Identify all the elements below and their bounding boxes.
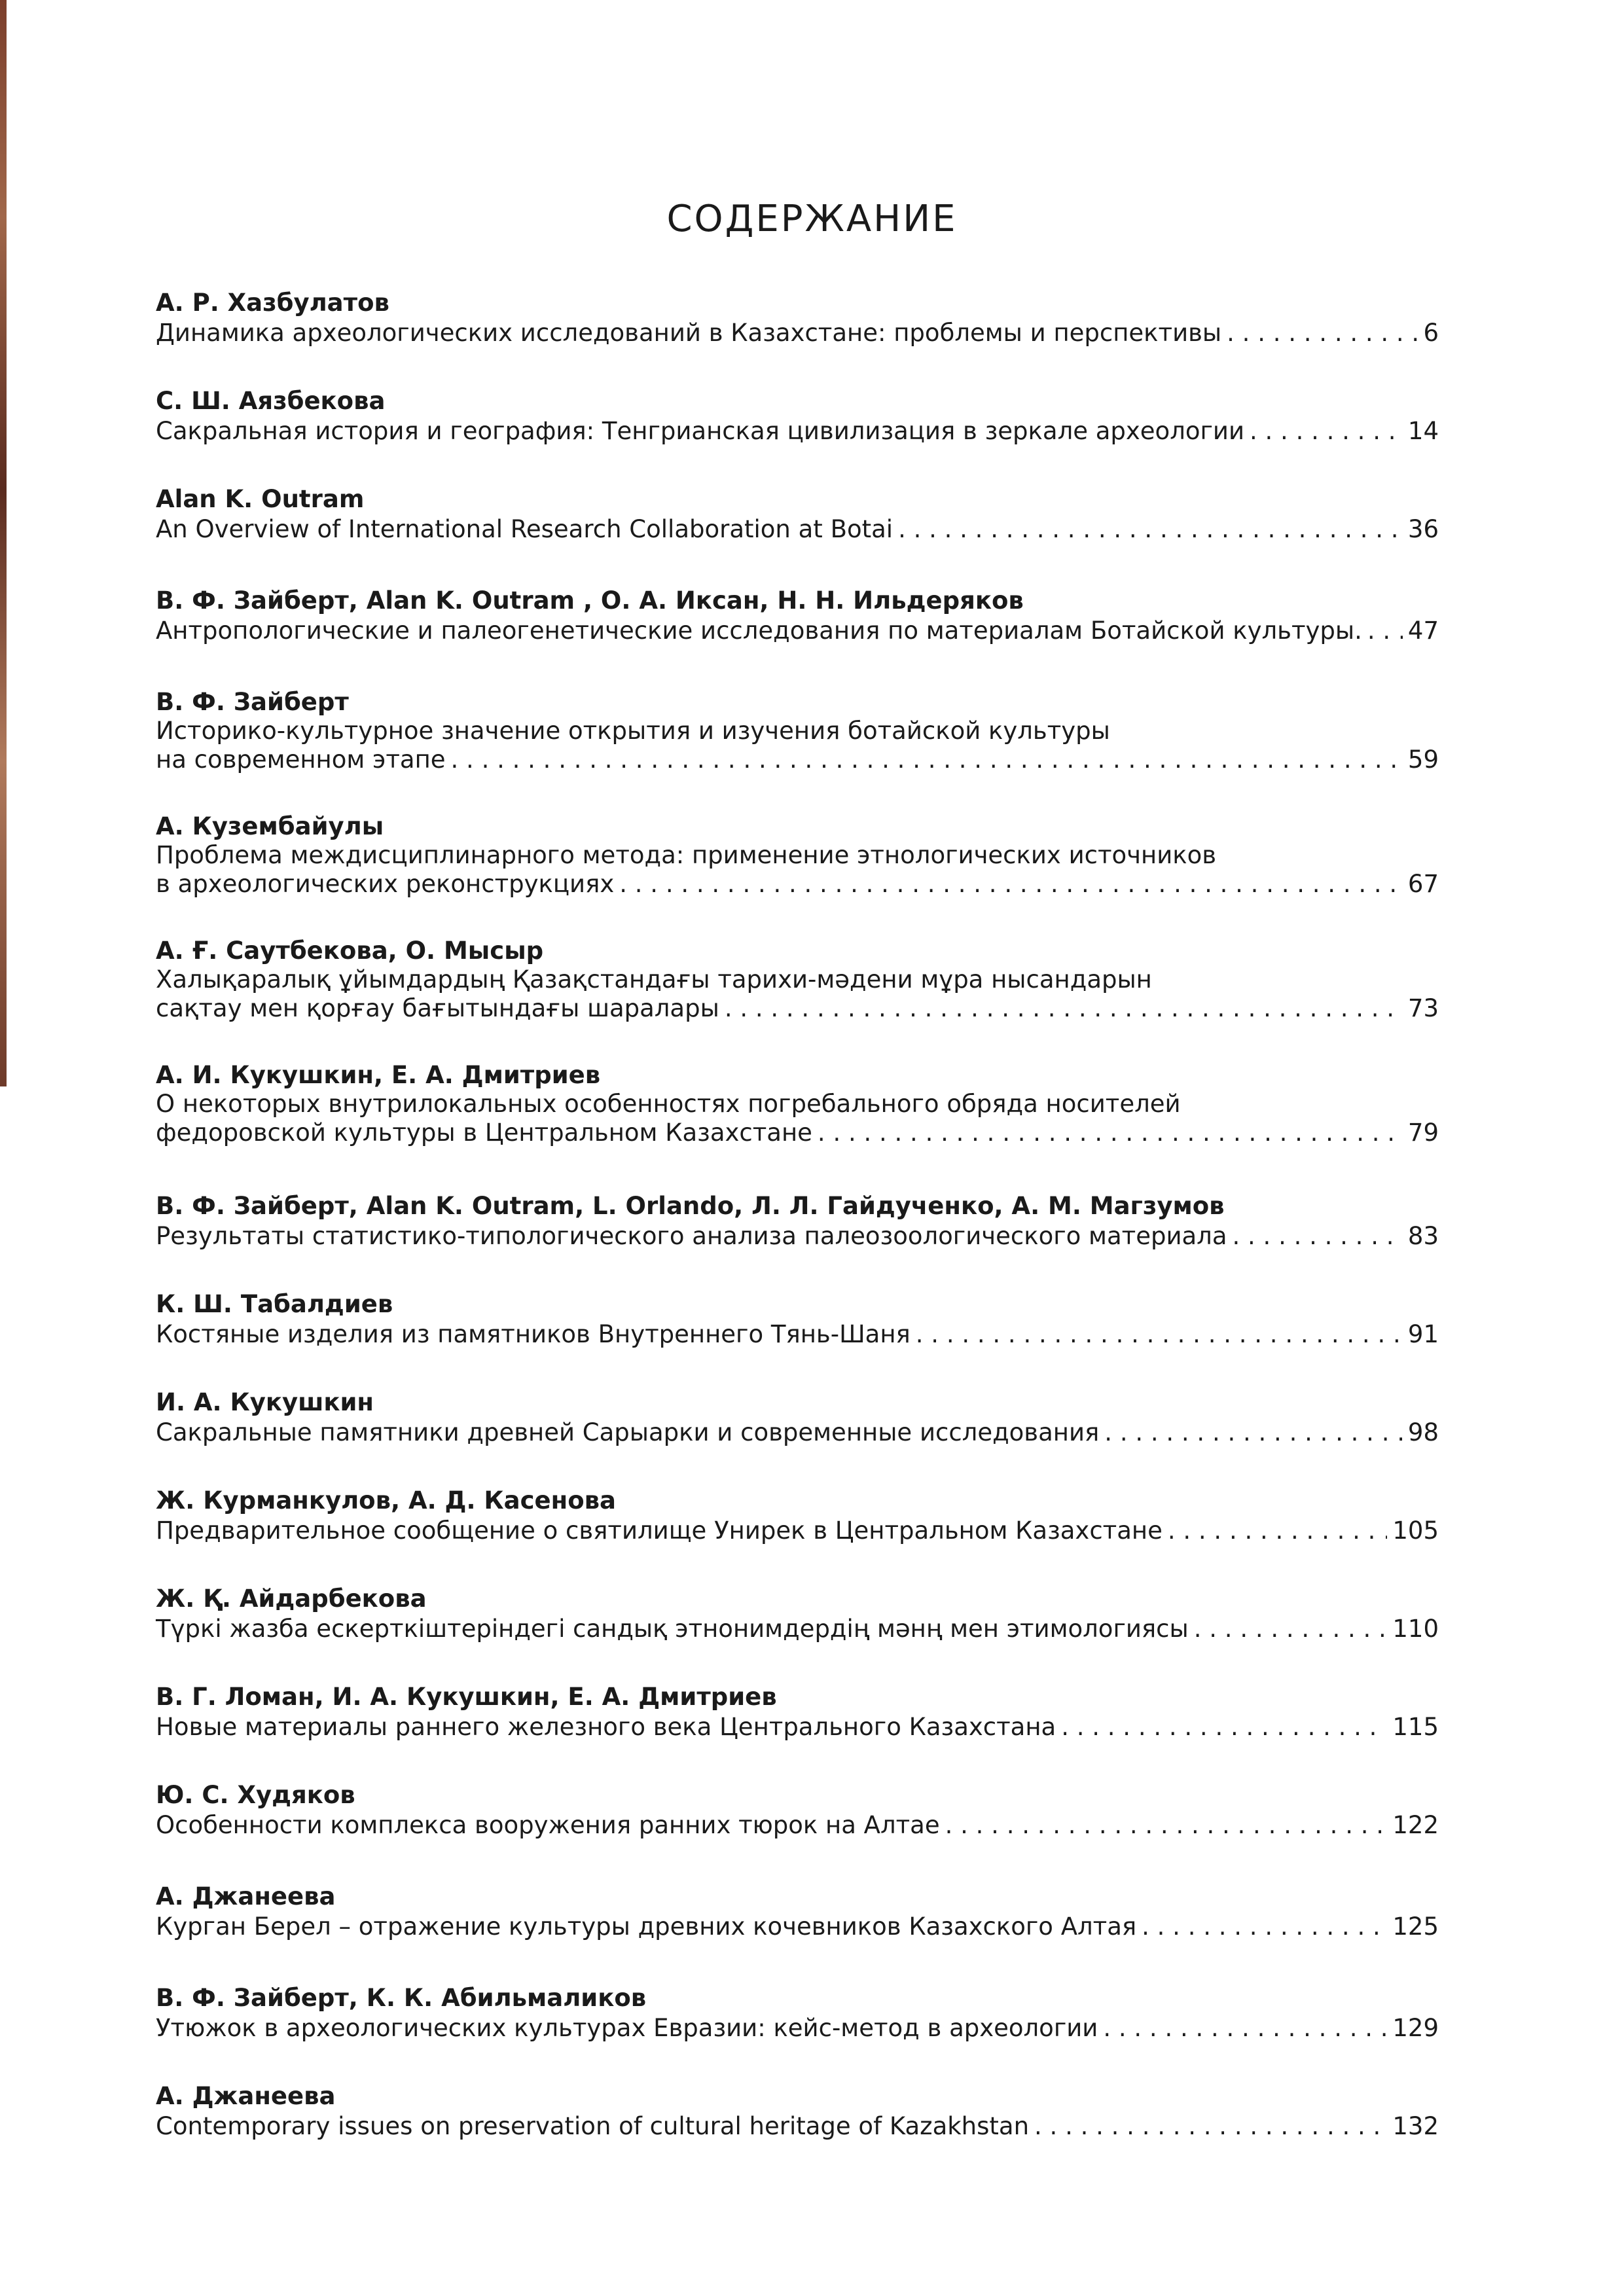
toc-entry-title-row bbox=[156, 994, 1439, 1024]
dot-leader bbox=[1061, 1712, 1387, 1742]
toc-entry-title: Курган Берел – отражение культуры древних кочевников Казахского Алтая bbox=[156, 1912, 1137, 1941]
toc-entry-author: Ж. Қ. Айдарбекова bbox=[156, 1585, 427, 1613]
toc-entry bbox=[156, 812, 1439, 899]
toc-entry-title-row bbox=[156, 416, 1439, 446]
toc-entry-title: Сакральная история и география: Тенгрианская цивилизация в зеркале археологии bbox=[156, 417, 1245, 445]
toc-entry-title-row bbox=[156, 318, 1439, 348]
toc-entry-page-number: 115 bbox=[1392, 1713, 1439, 1741]
toc-entry-author: С. Ш. Аязбекова bbox=[156, 387, 386, 415]
toc-entry-title: Антропологические и палеогенетические исследования по материалам Ботайской культуры. bbox=[156, 617, 1362, 645]
dot-leader bbox=[1104, 1418, 1403, 1448]
toc-entry-page-number: 110 bbox=[1392, 1615, 1439, 1643]
dot-leader bbox=[1103, 2013, 1387, 2043]
toc-entry-title-row bbox=[156, 1516, 1439, 1546]
toc-entry-title: Результаты статистико-типологического анализа палеозоологического материала bbox=[156, 1222, 1227, 1250]
toc-entry-page-number: 132 bbox=[1392, 2112, 1439, 2140]
dot-leader bbox=[945, 1810, 1388, 1840]
toc-entry bbox=[156, 1882, 1439, 1942]
toc-entry-title: Сакральные памятники древней Сарыарки и современные исследования bbox=[156, 1418, 1100, 1446]
toc-entry-title: Contemporary issues on preservation of cultural heritage of Kazakhstan bbox=[156, 2112, 1030, 2140]
toc-entry-title: на современном этапе bbox=[156, 745, 446, 774]
toc-entry-author: А. И. Кукушкин, Е. А. Дмитриев bbox=[156, 1061, 601, 1089]
page-title: СОДЕРЖАНИЕ bbox=[666, 198, 958, 240]
toc-entry-author: В. Ф. Зайберт, К. К. Абильмаликов bbox=[156, 1984, 647, 2012]
toc-entry-page-number: 105 bbox=[1392, 1516, 1439, 1545]
toc-entry-title-row bbox=[156, 1418, 1439, 1448]
toc-entry-author: В. Ф. Зайберт, Alan K. Outram, L. Orlando, Л. Л. Гайдученко, А. М. Магзумов bbox=[156, 1192, 1225, 1220]
toc-entry-page-number: 73 bbox=[1407, 994, 1439, 1022]
toc-entry-title-row bbox=[156, 616, 1439, 646]
toc-entry-page-number: 6 bbox=[1423, 319, 1439, 347]
toc-entry bbox=[156, 484, 1439, 545]
toc-entry-author: В. Ф. Зайберт bbox=[156, 688, 349, 716]
toc-entry-page-number: 36 bbox=[1407, 515, 1439, 543]
toc-entry-author: А. Р. Хазбулатов bbox=[156, 289, 389, 317]
dot-leader bbox=[818, 1118, 1403, 1148]
dot-leader bbox=[1233, 1221, 1403, 1251]
toc-entry bbox=[156, 386, 1439, 446]
toc-entry bbox=[156, 1289, 1439, 1350]
toc-entry-title: Түркі жазба ескерткіштеріндегі сандық этнонимдердің мәнң мен этимологиясы bbox=[156, 1615, 1189, 1643]
toc-entry-title-row bbox=[156, 1319, 1439, 1350]
dot-leader bbox=[1142, 1912, 1387, 1942]
toc-entry-title-row bbox=[156, 1810, 1439, 1840]
toc-entry-title-row bbox=[156, 2111, 1439, 2142]
toc-entry-page-number: 129 bbox=[1392, 2014, 1439, 2042]
dot-leader bbox=[916, 1319, 1403, 1350]
toc-entry-page-number: 47 bbox=[1407, 617, 1439, 645]
toc-entry-page-number: 91 bbox=[1407, 1320, 1439, 1348]
toc-entry-author: Ж. Курманкулов, А. Д. Касенова bbox=[156, 1486, 617, 1515]
toc-entry-author: А. Ғ. Саутбекова, О. Мысыр bbox=[156, 937, 544, 965]
toc-entry-author: Alan K. Outram bbox=[156, 485, 365, 513]
toc-entry-title-line: Проблема междисциплинарного метода: применение этнологических источников bbox=[156, 842, 1217, 869]
toc-entry-author: В. Ф. Зайберт, Alan K. Outram , О. А. Иксан, Н. Н. Ильдеряков bbox=[156, 586, 1024, 615]
toc-entry bbox=[156, 1584, 1439, 1644]
toc-entry-title: An Overview of International Research Collaboration at Botai bbox=[156, 515, 893, 543]
toc-entry bbox=[156, 1682, 1439, 1742]
toc-entry-title: Динамика археологических исследований в Казахстане: проблемы и перспективы bbox=[156, 319, 1222, 347]
toc-entry-title-row bbox=[156, 745, 1439, 775]
dot-leader bbox=[1194, 1614, 1388, 1644]
toc-entry-title-row bbox=[156, 1712, 1439, 1742]
dot-leader bbox=[1168, 1516, 1388, 1546]
toc-entry-title-line: Историко-культурное значение открытия и изучения ботайской культуры bbox=[156, 717, 1110, 745]
toc-entry-page-number: 59 bbox=[1407, 745, 1439, 774]
toc-entry-title: сақтау мен қорғау бағытындағы шаралары bbox=[156, 994, 719, 1022]
toc-entry-page-number: 67 bbox=[1407, 870, 1439, 898]
dot-leader bbox=[619, 869, 1403, 899]
toc-entry-author: В. Г. Ломан, И. А. Кукушкин, Е. А. Дмитриев bbox=[156, 1683, 777, 1711]
toc-entry-page-number: 98 bbox=[1407, 1418, 1439, 1446]
toc-entry-title: Костяные изделия из памятников Внутреннего Тянь-Шаня bbox=[156, 1320, 911, 1348]
toc-entry-title: Предварительное сообщение о святилище Унирек в Центральном Казахстане bbox=[156, 1516, 1163, 1545]
page-edge-decoration bbox=[0, 0, 7, 1086]
toc-entry bbox=[156, 936, 1439, 1024]
toc-entry bbox=[156, 1060, 1439, 1148]
toc-entry-title-row bbox=[156, 514, 1439, 545]
dot-leader bbox=[1034, 2111, 1387, 2142]
toc-entry-title-row bbox=[156, 1614, 1439, 1644]
toc-entry-title: в археологических реконструкциях bbox=[156, 870, 615, 898]
toc-entry bbox=[156, 586, 1439, 646]
dot-leader bbox=[725, 994, 1403, 1024]
toc-entry-title-row bbox=[156, 1912, 1439, 1942]
toc-entry bbox=[156, 1486, 1439, 1546]
toc-entry-page-number: 83 bbox=[1407, 1222, 1439, 1250]
toc-entry-author: А. Джанеева bbox=[156, 1882, 336, 1910]
dot-leader bbox=[1367, 616, 1403, 646]
toc-entry-title-row bbox=[156, 1221, 1439, 1251]
toc-entry-title-line: О некоторых внутрилокальных особенностях погребального обряда носителей bbox=[156, 1090, 1181, 1118]
toc-entry-title: федоровской культуры в Центральном Казахстане bbox=[156, 1119, 812, 1147]
dot-leader bbox=[1227, 318, 1418, 348]
toc-entry bbox=[156, 687, 1439, 775]
toc-entry-page-number: 122 bbox=[1392, 1811, 1439, 1839]
toc-entry-title-row bbox=[156, 1118, 1439, 1148]
toc-entry-page-number: 79 bbox=[1407, 1119, 1439, 1147]
toc-entry-page-number: 14 bbox=[1407, 417, 1439, 445]
dot-leader bbox=[898, 514, 1403, 545]
toc-entry-author: К. Ш. Табалдиев bbox=[156, 1290, 393, 1318]
toc-entry-author: И. А. Кукушкин bbox=[156, 1388, 374, 1416]
toc-entry bbox=[156, 288, 1439, 348]
toc-entry-title: Новые материалы раннего железного века Центрального Казахстана bbox=[156, 1713, 1056, 1741]
toc-entry-title-row bbox=[156, 2013, 1439, 2043]
toc-entry bbox=[156, 1780, 1439, 1840]
toc-entry-author: А. Кузембайулы bbox=[156, 812, 384, 840]
toc-entry-author: Ю. С. Худяков bbox=[156, 1781, 355, 1809]
toc-entry-page-number: 125 bbox=[1392, 1912, 1439, 1941]
toc-entry-title-line: Халықаралық ұйымдардың Қазақстандағы тарихи-мәдени мұра нысандарын bbox=[156, 966, 1152, 994]
toc-entry bbox=[156, 1191, 1439, 1251]
toc-entry bbox=[156, 1388, 1439, 1448]
dot-leader bbox=[451, 745, 1403, 775]
toc-entry-author: А. Джанеева bbox=[156, 2082, 336, 2110]
toc-entry bbox=[156, 1983, 1439, 2043]
toc-entry bbox=[156, 2081, 1439, 2142]
toc-entry-title: Утюжок в археологических культурах Евразии: кейс-метод в археологии bbox=[156, 2014, 1098, 2042]
toc-entry-title-row bbox=[156, 869, 1439, 899]
dot-leader bbox=[1250, 416, 1403, 446]
toc-entry-title: Особенности комплекса вооружения ранних тюрок на Алтае bbox=[156, 1811, 940, 1839]
